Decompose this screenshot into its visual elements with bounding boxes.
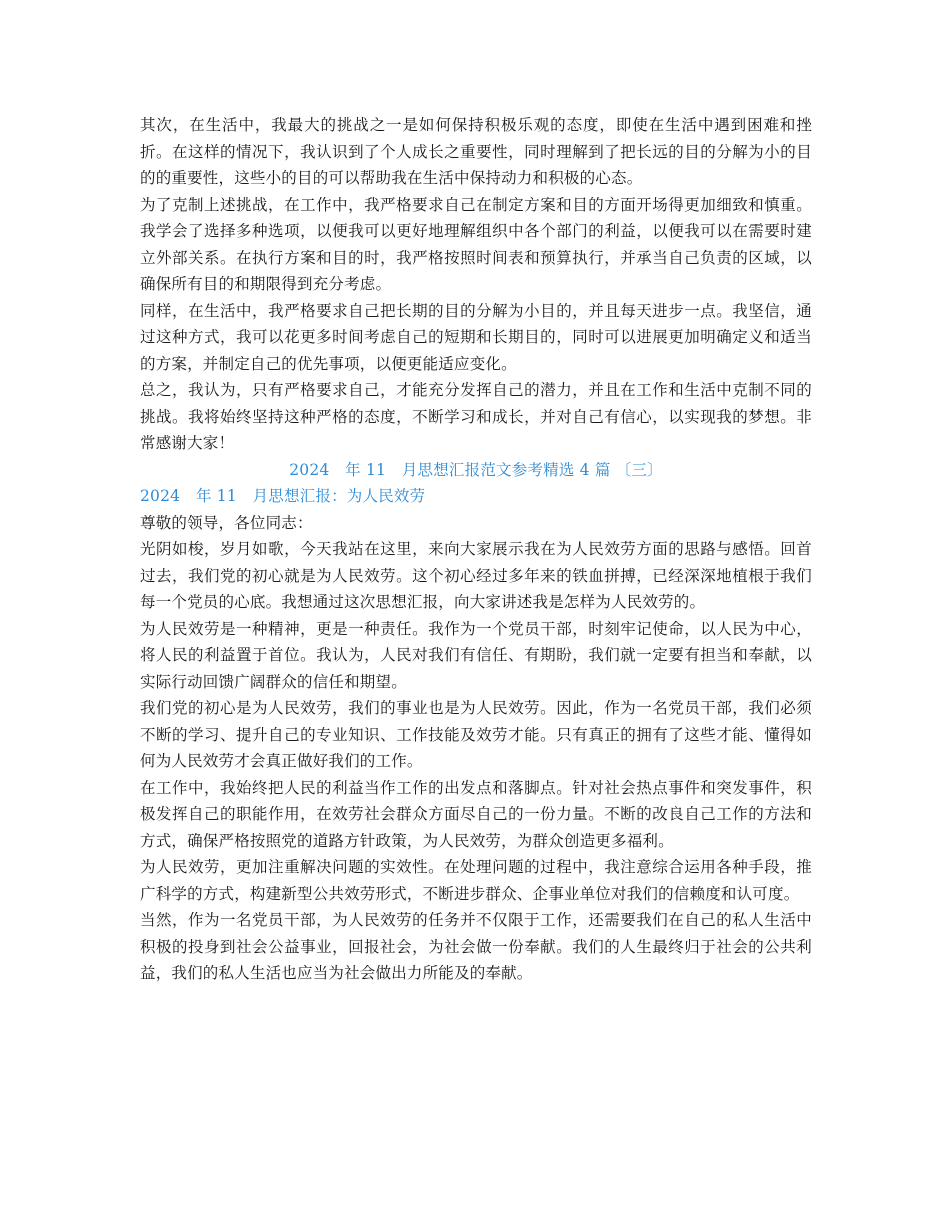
sub-title: 2024 年 11 月思想汇报：为人民效劳 [140, 487, 426, 505]
body-paragraph: 为人民效劳，更加注重解决问题的实效性。在处理问题的过程中，我注意综合运用各种手段，推广科学的方式，构建新型公共效劳形式，不断进步群众、企事业单位对我们的信赖度和认可度。 [140, 858, 812, 903]
body-paragraph: 我们党的初心是为人民效劳，我们的事业也是为人民效劳。因此，作为一名党员干部，我们必须不断的学习、提升自己的专业知识、工作技能及效劳才能。只有真正的拥有了这些才能、懂得如何为人民效劳才会真正做好我们的工作。 [140, 699, 812, 770]
body-paragraph: 同样，在生活中，我严格要求自己把长期的目的分解为小目的，并且每天进步一点。我坚信，通过这种方式，我可以花更多时间考虑自己的短期和长期目的，同时可以进展更加明确定义和适当的方案，并制定自己的优先事项，以便更能适应变化。 [140, 301, 812, 373]
body-paragraph: 在工作中，我始终把人民的利益当作工作的出发点和落脚点。针对社会热点事件和突发事件，积极发挥自己的职能作用，在效劳社会群众方面尽自己的一份力量。不断的改良自己工作的方法和方式，确保严格按照党的道路方针政策，为人民效劳，为群众创造更多福利。 [140, 778, 812, 850]
body-paragraph: 总之，我认为，只有严格要求自己，才能充分发挥自己的潜力，并且在工作和生活中克制不同的挑战。我将始终坚持这种严格的态度，不断学习和成长，并对自己有信心，以实现我的梦想。非常感谢大家！ [140, 381, 812, 452]
body-paragraph: 其次，在生活中，我最大的挑战之一是如何保持积极乐观的态度，即使在生活中遇到困难和挫折。在这样的情况下，我认识到了个人成长之重要性，同时理解到了把长远的目的分解为小的目的的重要性，这些小的目的可以帮助我在生活中保持动力和积极的心态。 [140, 116, 812, 187]
body-paragraph: 光阴如梭，岁月如歌，今天我站在这里，来向大家展示我在为人民效劳方面的思路与感悟。回首过去，我们党的初心就是为人民效劳。这个初心经过多年来的铁血拼搏，已经深深地植根于我们每一个党员的心底。我想通过这次思想汇报，向大家讲述我是怎样为人民效劳的。 [140, 540, 812, 611]
salutation: 尊敬的领导，各位同志： [140, 513, 313, 532]
body-paragraph: 为了克制上述挑战，在工作中，我严格要求自己在制定方案和目的方面开场得更加细致和慎重。我学会了选择多种选项，以便我可以更好地理解组织中各个部门的利益，以便我可以在需要时建立外部关系。在执行方案和目的时，我严格按照时间表和预算执行，并承当自己负责的区域，以确保所有目的和期限得到充分考虑。 [140, 195, 812, 293]
body-paragraph: 为人民效劳是一种精神，更是一种责任。我作为一个党员干部，时刻牢记使命，以人民为中心，将人民的利益置于首位。我认为，人民对我们有信任、有期盼，我们就一定要有担当和奉献，以实际行动回馈广阔群众的信任和期望。 [140, 619, 812, 691]
section-title: 2024 年 11 月思想汇报范文参考精选 4 篇 〔三〕 [289, 460, 663, 479]
document-body [140, 112, 812, 987]
body-paragraph: 当然，作为一名党员干部，为人民效劳的任务并不仅限于工作，还需要我们在自己的私人生活中积极的投身到社会公益事业，回报社会，为社会做一份奉献。我们的人生最终归于社会的公共利益，我们的私人生活也应当为社会做出力所能及的奉献。 [140, 911, 812, 982]
